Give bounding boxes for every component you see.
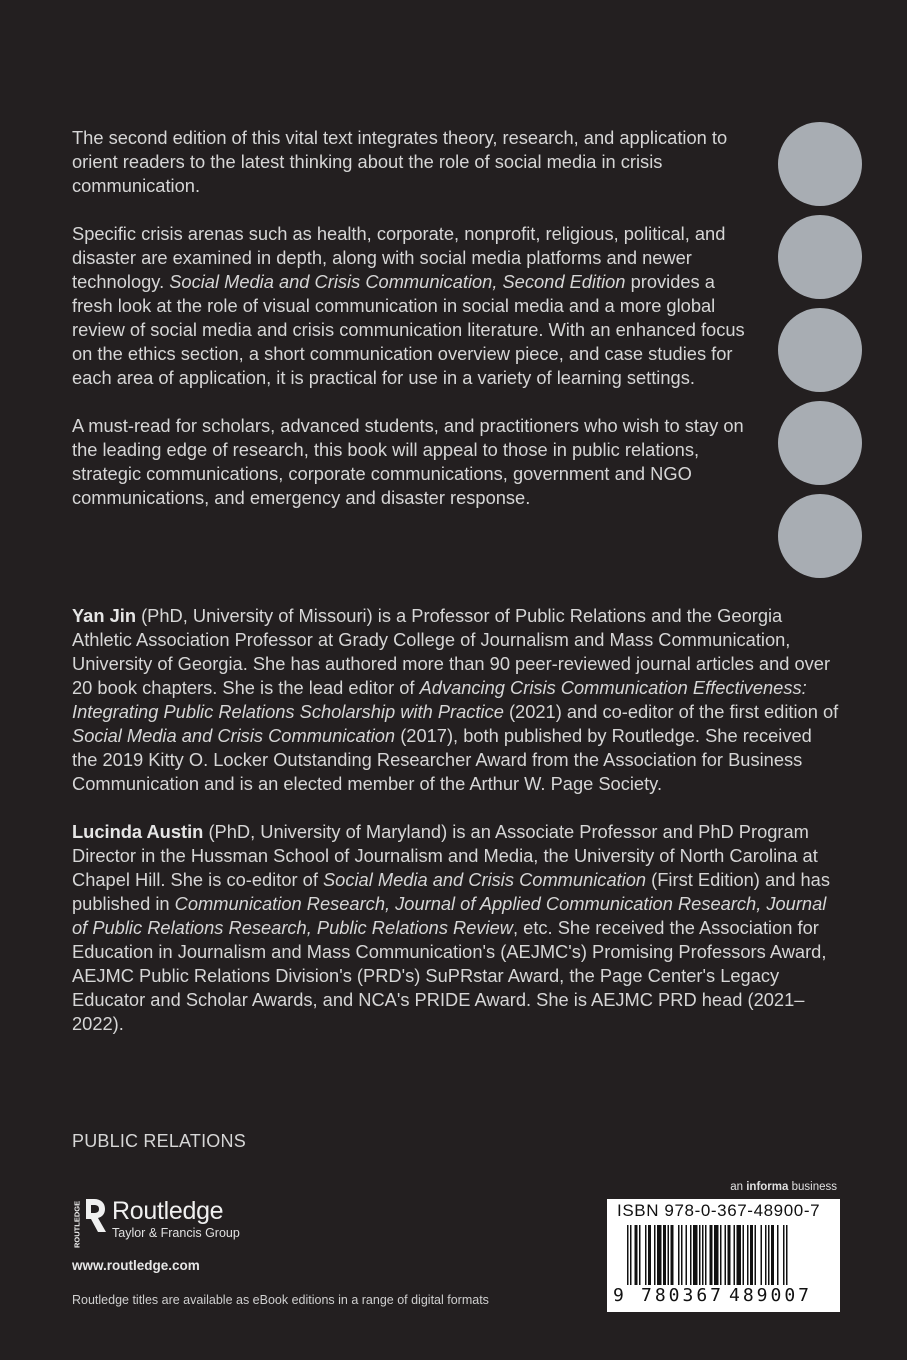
barcode-bar xyxy=(743,1225,745,1285)
book-title: Social Media and Crisis Communication, Second Edition xyxy=(169,271,626,292)
barcode-bar xyxy=(702,1225,704,1285)
barcode-bar xyxy=(765,1225,767,1285)
barcode-bar xyxy=(786,1225,788,1285)
publisher-logo xyxy=(72,1197,240,1249)
barcode-bar xyxy=(690,1225,692,1285)
barcode-bar xyxy=(671,1225,674,1285)
decorative-circle xyxy=(778,494,862,578)
barcode-bar xyxy=(630,1225,632,1285)
barcode-bar xyxy=(728,1225,731,1285)
decorative-circle xyxy=(778,401,862,485)
barcode-bar xyxy=(777,1225,779,1285)
decorative-circle xyxy=(778,122,862,206)
barcode-bar xyxy=(681,1225,683,1285)
description-paragraph-3: A must-read for scholars, advanced students, and practitioners who wish to stay on the leading edge of research, this book will appeal to those in public relations, strategic communications, corporate communications, government and NGO communications, and emergency and disaster response. xyxy=(72,415,744,508)
barcode-bar xyxy=(747,1225,749,1285)
description-paragraph-1: The second edition of this vital text integrates theory, research, and application to orient readers to the latest thinking about the role of social media in crisis communication. xyxy=(72,127,728,196)
publisher-group: Taylor & Francis Group xyxy=(112,1226,240,1240)
barcode-bar xyxy=(678,1225,680,1285)
barcode-bar xyxy=(705,1225,707,1285)
barcode-bar xyxy=(627,1225,629,1285)
author-bio-lucinda-austin: Lucinda Austin (PhD, University of Maryland) is an Associate Professor and PhD Program Director in the Hussman School of Journalism and Media, the University of North Carolina at Chapel Hill. She is co-editor of Social Media and Crisis Communication (First Edition) and has published in Communication Research, Journal of Applied Communication Research, Journal of Public Relations Research, Public Relations Review, etc. She received the Association for Education in Journalism and Mass Communication's (AEJMC's) Promising Professors Award, AEJMC Public Relations Division's (PRD's) SuPRstar Award, the Page Center's Legacy Educator and Scholar Awards, and NCA's PRIDE Award. She is AEJMC PRD head (2021–2022). xyxy=(72,821,830,1034)
barcode-bar xyxy=(725,1225,727,1285)
routledge-logo-icon xyxy=(72,1197,106,1249)
decorative-circle xyxy=(778,308,862,392)
barcode-bar xyxy=(663,1225,666,1285)
barcode-bar xyxy=(783,1225,785,1285)
barcode-bar xyxy=(720,1225,722,1285)
barcode-digits xyxy=(607,1285,840,1309)
barcode-bar xyxy=(755,1225,757,1285)
isbn-number: ISBN 978-0-367-48900-7 xyxy=(617,1201,821,1220)
barcode-bar xyxy=(686,1225,688,1285)
barcode-bar xyxy=(657,1225,662,1285)
barcode-bar xyxy=(768,1225,770,1285)
decorative-circles xyxy=(778,122,862,587)
barcode-bars xyxy=(627,1225,822,1291)
subject-category: PUBLIC RELATIONS xyxy=(72,1131,246,1151)
informa-tagline: an informa business xyxy=(730,1181,837,1193)
barcode-bar xyxy=(693,1225,698,1285)
barcode-digit-prefix: 9 xyxy=(613,1285,624,1306)
barcode-bar xyxy=(668,1225,670,1285)
barcode-bar xyxy=(654,1225,656,1285)
barcode-digit-group-2: 489007 xyxy=(729,1285,813,1306)
publisher-name: Routledge xyxy=(112,1197,224,1225)
publisher-website: www.routledge.com xyxy=(72,1258,200,1273)
decorative-circle xyxy=(778,215,862,299)
barcode-bar xyxy=(761,1225,763,1285)
barcode-bar xyxy=(734,1225,736,1285)
isbn-barcode xyxy=(607,1199,840,1312)
barcode-bar xyxy=(645,1225,647,1285)
barcode-bar xyxy=(639,1225,641,1285)
author-name: Lucinda Austin xyxy=(72,821,204,842)
barcode-bar xyxy=(648,1225,651,1285)
barcode-bar xyxy=(737,1225,742,1285)
barcode-bar xyxy=(771,1225,774,1285)
barcode-digit-group-1: 780367 xyxy=(641,1285,725,1306)
barcode-bar xyxy=(635,1225,638,1285)
book-description xyxy=(72,126,752,534)
author-name: Yan Jin xyxy=(72,605,137,626)
author-bios xyxy=(72,604,842,1060)
barcode-bar xyxy=(710,1225,713,1285)
author-bio-yan-jin: Yan Jin (PhD, University of Missouri) is a Professor of Public Relations and the Georgia Athletic Association Professor at Grady College of Journalism and Mass Communication, University of Georgia. She has authored more than 90 peer-reviewed journal articles and over 20 book chapters. She is the lead editor of Advancing Crisis Communication Effectiveness: Integrating Public Relations Scholarship with Practice (2021) and co-editor of the first edition of Social Media and Crisis Communication (2017), both published by Routledge. She received the 2019 Kitty O. Locker Outstanding Researcher Award from the Association for Business Communication and is an elected member of the Arthur W. Page Society. xyxy=(72,605,839,794)
svg-text:ROUTLEDGE: ROUTLEDGE xyxy=(72,1200,82,1248)
barcode-bar xyxy=(699,1225,701,1285)
description-paragraph-2: Specific crisis arenas such as health, corporate, nonprofit, religious, political, and disaster are examined in depth, along with social media platforms and newer technology. Social Media and Crisis Communication, Second Edition provides a fresh look at the role of visual communication in social media and a more global review of social media and crisis communication literature. With an enhanced focus on the ethics section, a short communication overview piece, and case studies for each area of application, it is practical for use in a variety of learning settings. xyxy=(72,223,745,388)
barcode-bar xyxy=(750,1225,753,1285)
barcode-bar xyxy=(714,1225,719,1285)
ebook-note: Routledge titles are available as eBook editions in a range of digital formats xyxy=(72,1293,489,1307)
